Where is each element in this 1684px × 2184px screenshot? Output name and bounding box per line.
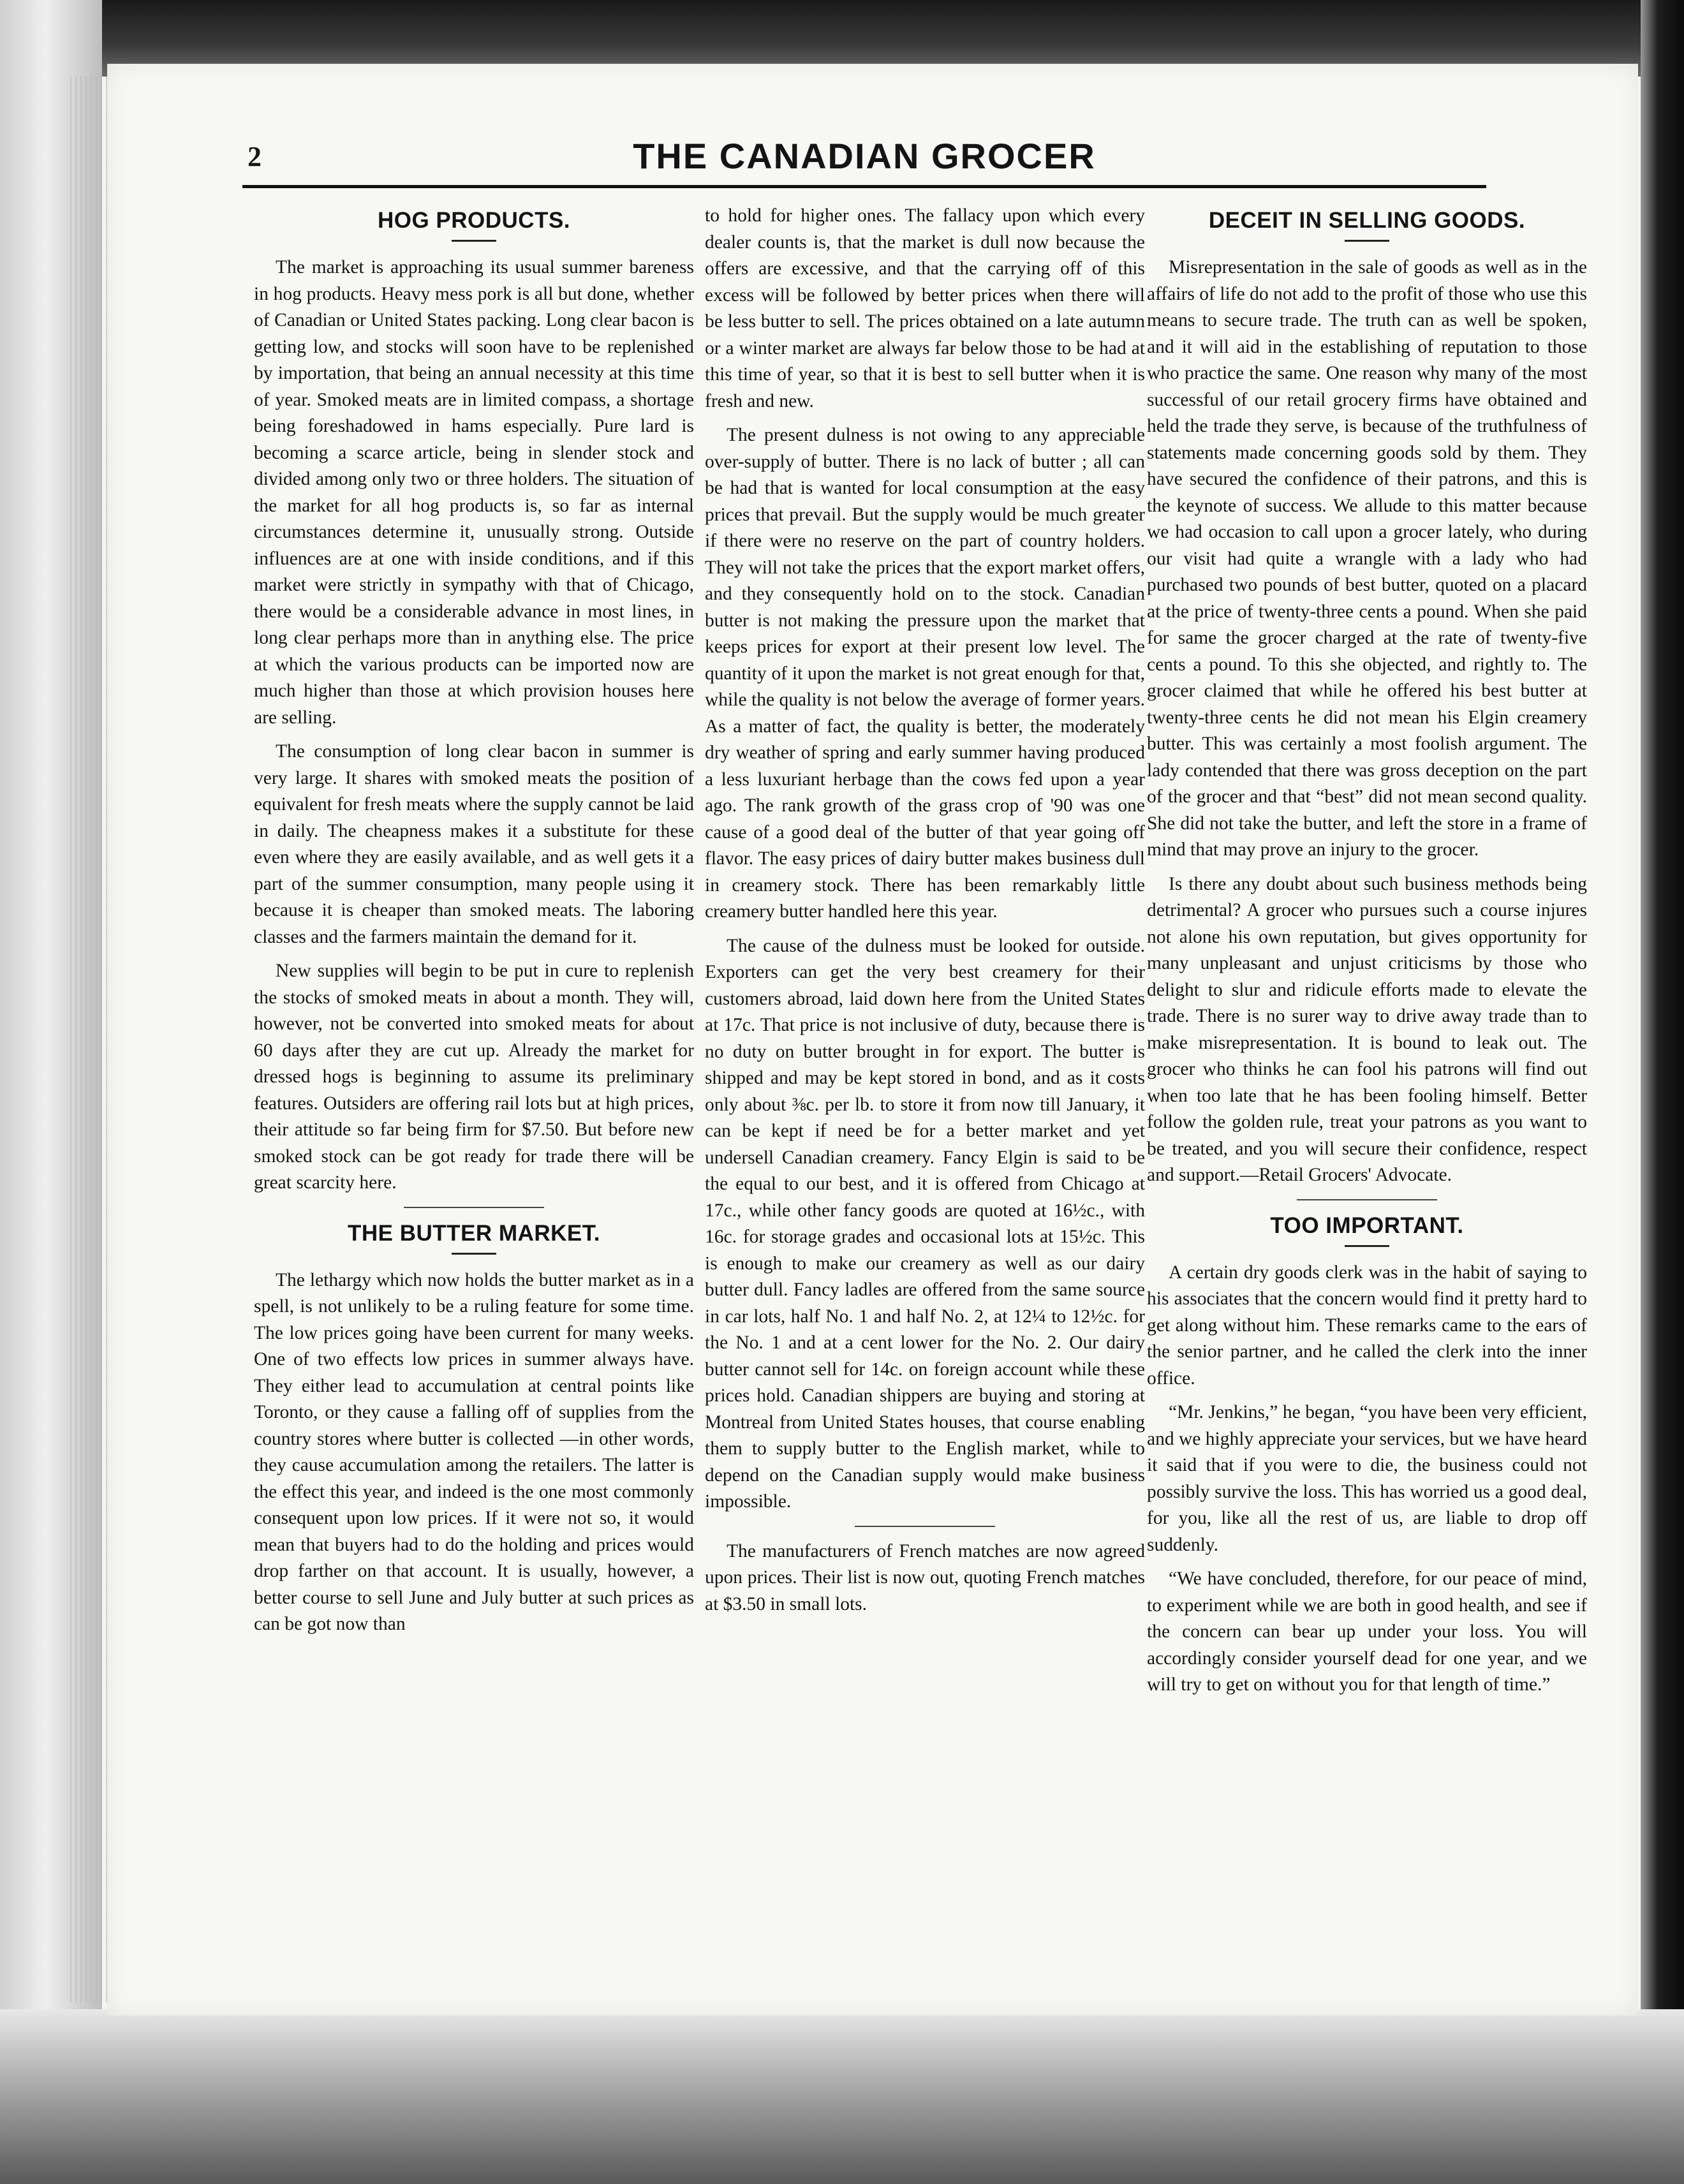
heading-rule	[452, 240, 496, 242]
too-important-heading: TOO IMPORTANT.	[1270, 1213, 1464, 1238]
too-important-paragraph-1: A certain dry goods clerk was in the habit of saying to his associates that the concern would find it pretty hard to get along without him. These remarks came to the ears of the senior partner, and he called the clerk into the inner office.	[1147, 1262, 1587, 1389]
hog-products-paragraph-3: New supplies will begin to be put in cure to replenish the stocks of smoked meats in about a month. They will, however, not be converted into smoked meats for about 60 days after they are cut up. Already the market for dressed hogs is beginning to assume its preliminary features. Outsiders are offering rail lots but at high prices, their attitude so far being firm for $7.50. But before new smoked stock can be got ready for trade there will be great scarcity here.	[254, 961, 694, 1193]
french-matches-paragraph: The manufacturers of French matches are now agreed upon prices. Their list is now out, quoting French matches at $3.50 in small lots.	[705, 1540, 1145, 1614]
scan-border-right	[1641, 0, 1684, 2184]
heading-rule	[1345, 1245, 1389, 1247]
butter-market-paragraph-2: to hold for higher ones. The fallacy upon which every dealer counts is, that the market is dull now because the offers are excessive, and that the carrying off of this excess will be followed by better prices when there will be less butter to sell. The prices obtained on a late autumn or a winter market are always far below those to be had at this time of year, so that it is best to sell butter when it is fresh and new.	[705, 205, 1145, 411]
column-3	[1147, 203, 1587, 1706]
deceit-paragraph-2: Is there any doubt about such business methods being detrimental? A grocer who pursues such a course injures not alone his own reputation, but gives opportunity for many unpleasant and unjust criticisms by those who delight to slur and ridicule efforts made to elevate the trade. There is no surer way to drive away trade than to make misrepresentation. It is bound to leak out. The grocer who thinks he can fool his patrons will find out when too late that he has been fooling himself. Better follow the golden rule, treat your patrons as you want to be treated, and you will secure their confidence, respect and support.—Retail Grocers' Advocate.	[1147, 873, 1587, 1185]
column-2	[705, 203, 1145, 1625]
page-number: 2	[247, 141, 262, 172]
butter-market-paragraph-3: The present dulness is not owing to any appreciable over-supply of butter. There is no lack of butter ; all can be had that is wanted for local consumption at the easy prices that prevail. But the supply would be much greater if there were no reserve on the part of country holders. They will not take the prices that the export market offers, and they consequently hold on to the stock. Canadian butter is not making the pressure upon the market that keeps prices for export at their present low level. The quantity of it upon the market is not great enough for that, while the quality is not below the average of former years. As a matter of fact, the quality is better, the moderately dry weather of spring and early summer having produced a less luxuriant herbage than the cows fed upon a year ago. The rank growth of the grass crop of '90 was one cause of a good deal of the butter of that year going off flavor. The easy prices of dairy butter makes business dull in creamery stock. There has been remarkably little creamery butter handled here this year.	[705, 425, 1145, 922]
butter-market-paragraph-1: The lethargy which now holds the butter market as in a spell, is not unlikely to be a ruling feature for some time. The low prices going have been current for many weeks. One of two effects low prices in summer always have. They either lead to accumulation at central points like Toronto, or they cause a falling off of supplies from the country stores where butter is collected —in other words, they cause accumulation among the retailers. The latter is the effect this year, and indeed is the one most commonly consequent upon low prices. If it were not so, it would mean that buyers had to do the holding and prices would drop farther on that account. It is usually, however, a better course to sell June and July butter at such prices as can be got now than	[254, 1269, 694, 1634]
heading-rule	[1345, 240, 1389, 242]
heading-rule	[452, 1253, 496, 1255]
too-important-paragraph-3: “We have concluded, therefore, for our peace of mind, to experiment while we are both in good health, and see if the concern can bear up under your loss. You will accordingly consider yourself dead for one year, and we will try to get on without you for that length of time.”	[1147, 1568, 1587, 1695]
deceit-heading: DECEIT IN SELLING GOODS.	[1208, 208, 1526, 233]
masthead	[242, 128, 1486, 188]
article-separator	[404, 1207, 544, 1208]
hog-products-heading: HOG PRODUCTS.	[377, 208, 571, 233]
column-1	[254, 203, 694, 1646]
butter-market-paragraph-4: The cause of the dulness must be looked for outside. Exporters can get the very best creamery for their customers abroad, laid down here from the United States at 17c. That price is not inclusive of duty, because there is no duty on butter brought in for export. The butter is shipped and may be kept stored in bond, and as it costs only about ⅜c. per lb. to store it from now till January, it can be kept if need be for a better market and yet undersell Canadian creamery. Fancy Elgin is said to be the equal to our best, and it is offered from Chicago at 17c., while other fancy goods are quoted at 16½c., with 16c. for storage grades and occasional lots at 15½c. This is enough to make our creamery as well as our dairy butter dull. Fancy ladles are offered from the same source in car lots, half No. 1 and half No. 2, at 12¼ to 12½c. for the No. 1 and at a cent lower for the No. 2. Our dairy butter cannot sell for 14c. on foreign account while these prices hold. Canadian shippers are buying and storing at Montreal from United States houses, that course enabling them to supply butter to the English market, while to depend on the Canadian supply would make business impossible.	[705, 935, 1145, 1512]
deceit-paragraph-1: Misrepresentation in the sale of goods as well as in the affairs of life do not add to the profit of those who use this means to secure trade. The truth can as well be spoken, and it will aid in the establishing of reputation to those who practice the same. One reason why many of the most successful of our retail grocery firms have obtained and held the trade they serve, is because of the truthfulness of statements made concerning goods sold by them. They have secured the confidence of their patrons, and this is the keynote of success. We allude to this matter because we had occasion to call upon a grocer lately, who during our visit had quite a wrangle with a lady who had purchased two pounds of best butter, quoted on a placard at the price of twenty-three cents a pound. When she paid for same the grocer charged at the rate of twenty-five cents a pound. To this she objected, and rightly to. The grocer claimed that while he offered his best butter at twenty-three cents he did not mean his Elgin creamery butter. This was certainly a most foolish argument. The lady contended that there was gross deception on the part of the grocer and that “best” did not mean second quality. She did not take the butter, and left the store in a frame of mind that may prove an injury to the grocer.	[1147, 257, 1587, 860]
hog-products-paragraph-2: The consumption of long clear bacon in summer is very large. It shares with smoked meats the position of equivalent for fresh meats where the supply cannot be laid in daily. The cheapness makes it a substitute for these even where they are easily available, and as well gets it a part of the summer consumption, many people using it because it is cheaper than smoked meats. The laboring classes and the farmers maintain the demand for it.	[254, 741, 694, 947]
article-separator	[1297, 1199, 1437, 1200]
scan-border-bottom	[0, 2009, 1684, 2184]
too-important-paragraph-2: “Mr. Jenkins,” he began, “you have been very efficient, and we highly appreciate your services, but we have heard it said that if you were to die, the business could not possibly survive the loss. This has worried us a good deal, for you, like all the rest of us, are liable to drop off suddenly.	[1147, 1402, 1587, 1555]
newspaper-title: THE CANADIAN GROCER	[633, 136, 1096, 176]
article-separator	[855, 1526, 995, 1527]
butter-market-heading: THE BUTTER MARKET.	[348, 1220, 600, 1246]
page-edge-lines	[70, 77, 108, 2003]
hog-products-paragraph-1: The market is approaching its usual summer bareness in hog products. Heavy mess pork is all but done, whether of Canadian or United States packing. Long clear bacon is getting low, and stocks will soon have to be replenished by importation, that being an annual necessity at this time of year. Smoked meats are in limited compass, a shortage being foreshadowed in hams especially. Pure lard is becoming a scarce article, being in slender stock and divided among only two or three holders. The situation of the market for all hog products is, so far as internal circumstances determine it, unusually strong. Outside influences are at one with inside conditions, and if this market were strictly in sympathy with that of Chicago, there would be a considerable advance in most lines, in long clear perhaps more than in anything else. The price at which the various products can be imported now are much higher than those at which provision houses here are selling.	[254, 257, 694, 728]
